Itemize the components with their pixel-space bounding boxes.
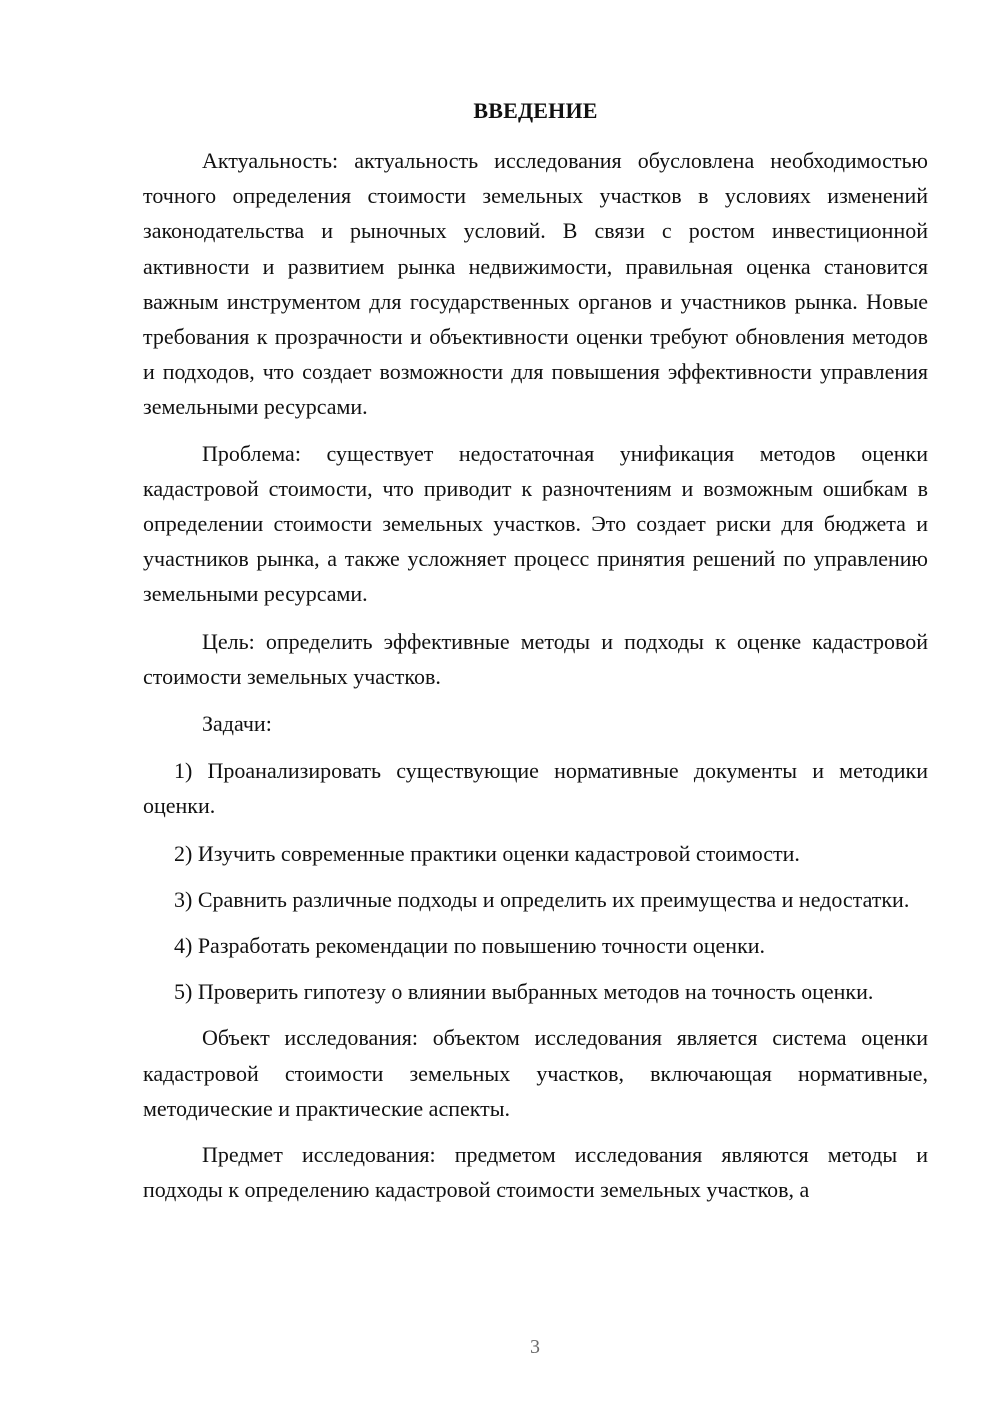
task-item-1: 1) Проанализировать существующие нормативные документы и методики оценки.	[143, 758, 928, 819]
task-item-3: 3) Сравнить различные подходы и определить их преимущества и недостатки.	[174, 886, 910, 912]
tasks-label: Задачи:	[202, 711, 272, 737]
tasks-list	[143, 753, 928, 1009]
task-item-2: 2) Изучить современные практики оценки кадастровой стоимости.	[174, 840, 800, 866]
paragraph-problem: Проблема: существует недостаточная унификация методов оценки кадастровой стоимости, что приводит к разночтениям и возможным ошибкам в определении стоимости земельных участков. Это создает риски для бюджета и участников рынка, а также усложняет процесс принятия решений по управлению земельными ресурсами.	[143, 440, 928, 607]
paragraph-subject: Предмет исследования: предметом исследования являются методы и подходы к определению кадастровой стоимости земельных участков, а	[143, 1142, 928, 1203]
paragraph-object: Объект исследования: объектом исследования является система оценки кадастровой стоимости земельных участков, включающая нормативные, методические и практические аспекты.	[143, 1025, 928, 1121]
task-item-5: 5) Проверить гипотезу о влиянии выбранных методов на точность оценки.	[174, 979, 874, 1005]
task-item-4: 4) Разработать рекомендации по повышению точности оценки.	[174, 933, 766, 959]
paragraph-actuality: Актуальность: актуальность исследования обусловлена необходимостью точного определения стоимости земельных участков в условиях изменений законодательства и рыночных условий. В связи с ростом инвестиционной активности и развитием рынка недвижимости, правильная оценка становится важным инструментом для государственных органов и участников рынка. Новые требования к прозрачности и объективности оценки требуют обновления методов и подходов, что создает возможности для повышения эффективности управления земельными ресурсами.	[143, 148, 928, 420]
page-number: 3	[530, 1336, 540, 1358]
section-title: ВВЕДЕНИЕ	[473, 98, 598, 123]
paragraph-goal: Цель: определить эффективные методы и подходы к оценке кадастровой стоимости земельных участков.	[143, 628, 928, 689]
document-page	[143, 96, 928, 1207]
